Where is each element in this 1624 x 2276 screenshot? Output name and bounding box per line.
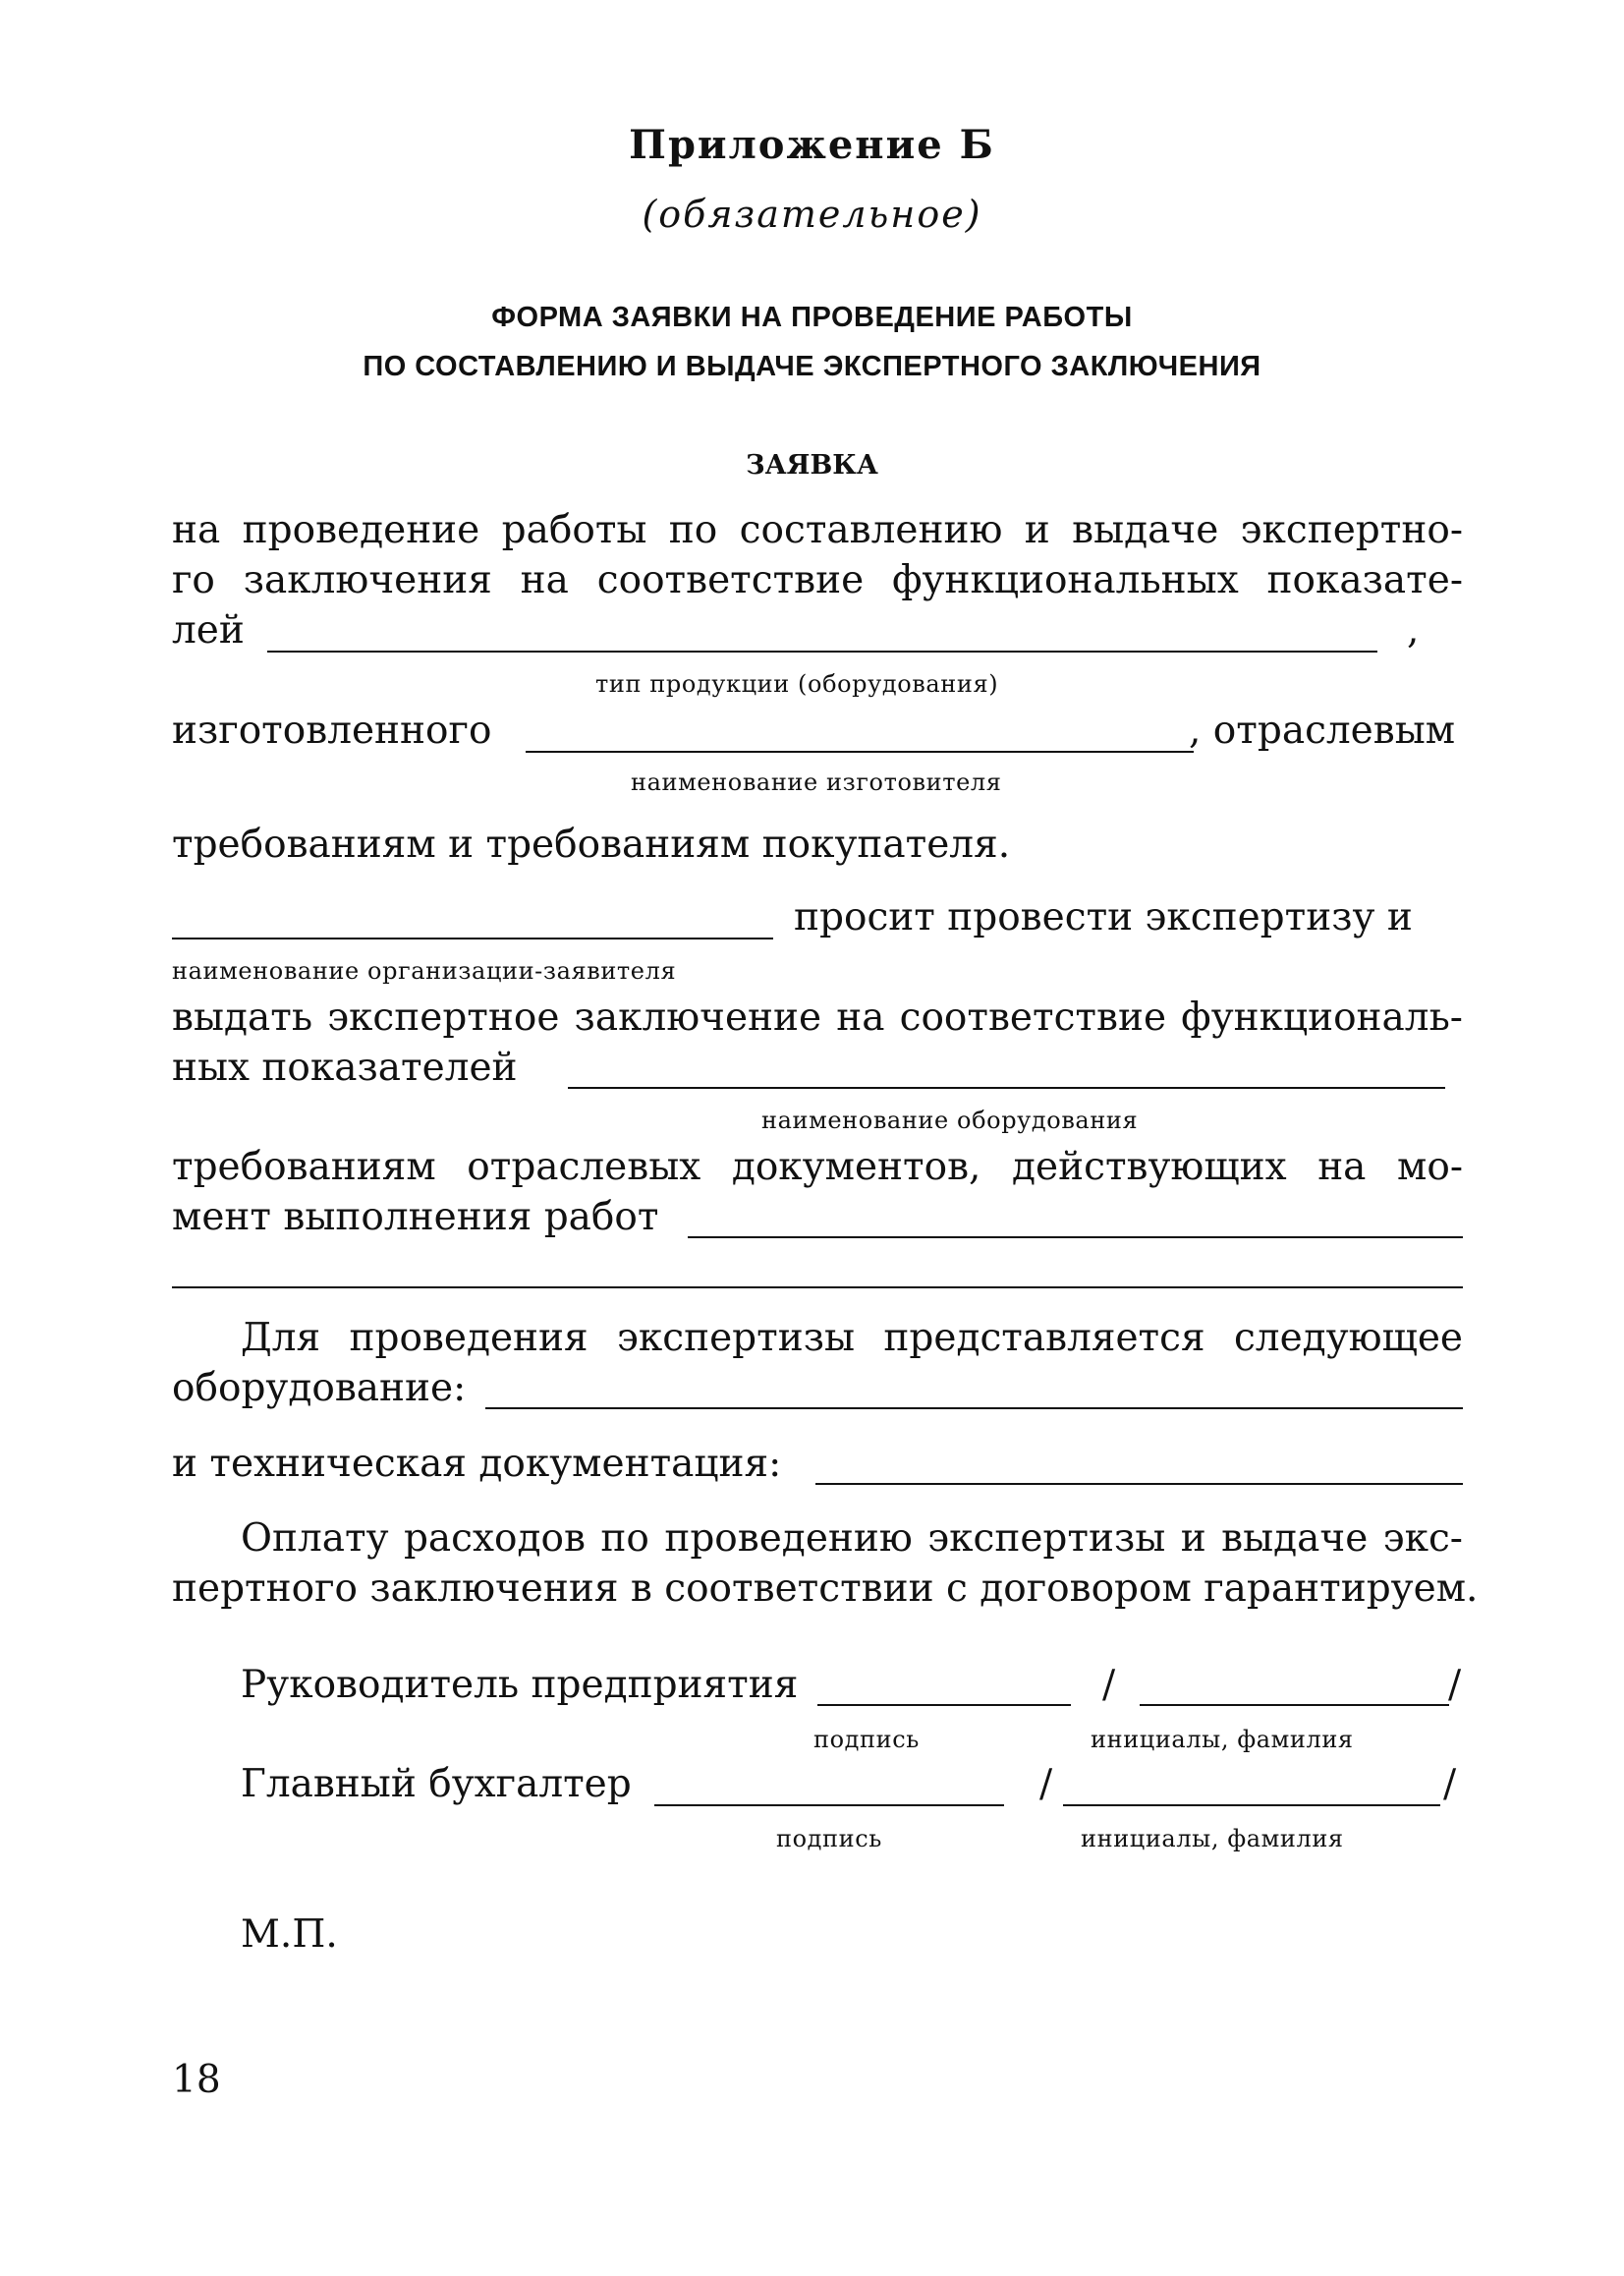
director-caption-signature: подпись	[813, 1726, 920, 1753]
form-heading-line-2: ПО СОСТАВЛЕНИЮ И ВЫДАЧЕ ЭКСПЕРТНОГО ЗАКЛЮЧЕНИЯ	[363, 351, 1261, 382]
p3-line-2-start: оборудование:	[172, 1366, 467, 1410]
p1-industry: , отраслевым	[1189, 709, 1456, 753]
accountant-slash-left: /	[1039, 1762, 1053, 1806]
request-title: ЗАЯВКА	[746, 450, 878, 481]
director-signature-field[interactable]	[817, 1704, 1071, 1706]
p2-line-5-start: мент выполнения работ	[172, 1195, 659, 1239]
director-slash-left: /	[1102, 1663, 1116, 1707]
documentation-field[interactable]	[815, 1483, 1463, 1485]
accountant-caption-initials: инициалы, фамилия	[1081, 1825, 1344, 1852]
product-type-field[interactable]	[267, 651, 1377, 653]
work-date-field-continued[interactable]	[172, 1286, 1463, 1288]
p4-line-1: Оплату расходов по проведению экспертизы и выдаче экс-	[241, 1516, 1463, 1561]
form-heading-line-1: ФОРМА ЗАЯВКИ НА ПРОВЕДЕНИЕ РАБОТЫ	[491, 302, 1133, 333]
p4-line-2: пертного заключения в соответствии с договором гарантируем.	[172, 1566, 1479, 1611]
p1-line-1: на проведение работы по составлению и выдаче экспертно-	[172, 508, 1463, 552]
accountant-initials-field[interactable]	[1063, 1804, 1440, 1806]
p2-line-3-start: ных показателей	[172, 1046, 518, 1090]
p3-line-3-start: и техническая документация:	[172, 1442, 782, 1486]
director-caption-initials: инициалы, фамилия	[1091, 1726, 1354, 1753]
applicant-field[interactable]	[172, 938, 773, 939]
work-date-field[interactable]	[688, 1236, 1463, 1238]
p1-manufactured: изготовленного	[172, 709, 492, 753]
caption-applicant: наименование организации-заявителя	[172, 957, 677, 985]
p2-line-2: выдать экспертное заключение на соответствие функциональ-	[172, 996, 1463, 1040]
p1-line-2: го заключения на соответствие функциональных показате-	[172, 558, 1463, 602]
accountant-slash-right: /	[1443, 1762, 1457, 1806]
appendix-subtitle: (обязательное)	[642, 193, 982, 236]
stamp-place: М.П.	[241, 1912, 338, 1957]
p2-line-4: требованиям отраслевых документов, действующих на мо-	[172, 1145, 1463, 1189]
caption-equipment: наименование оборудования	[761, 1107, 1139, 1134]
p3-line-1: Для проведения экспертизы представляется следующее	[241, 1316, 1463, 1360]
p1-last-line: требованиям и требованиям покупателя.	[172, 823, 1011, 867]
manufacturer-field[interactable]	[526, 751, 1194, 753]
accountant-signature-field[interactable]	[654, 1804, 1004, 1806]
p2-asks: просит провести экспертизу и	[794, 895, 1413, 939]
caption-manufacturer: наименование изготовителя	[631, 768, 1002, 796]
accountant-label: Главный бухгалтер	[241, 1762, 632, 1806]
equipment-name-field[interactable]	[568, 1087, 1445, 1089]
caption-product-type: тип продукции (оборудования)	[595, 670, 999, 698]
appendix-title: Приложение Б	[629, 122, 995, 168]
director-slash-right: /	[1448, 1663, 1462, 1707]
page-number: 18	[172, 2058, 221, 2102]
director-initials-field[interactable]	[1140, 1704, 1449, 1706]
p1-line-3-start: лей	[172, 608, 245, 653]
equipment-list-field[interactable]	[485, 1407, 1463, 1409]
p1-line-3-comma: ,	[1407, 608, 1420, 653]
accountant-caption-signature: подпись	[776, 1825, 882, 1852]
director-label: Руководитель предприятия	[241, 1663, 799, 1707]
